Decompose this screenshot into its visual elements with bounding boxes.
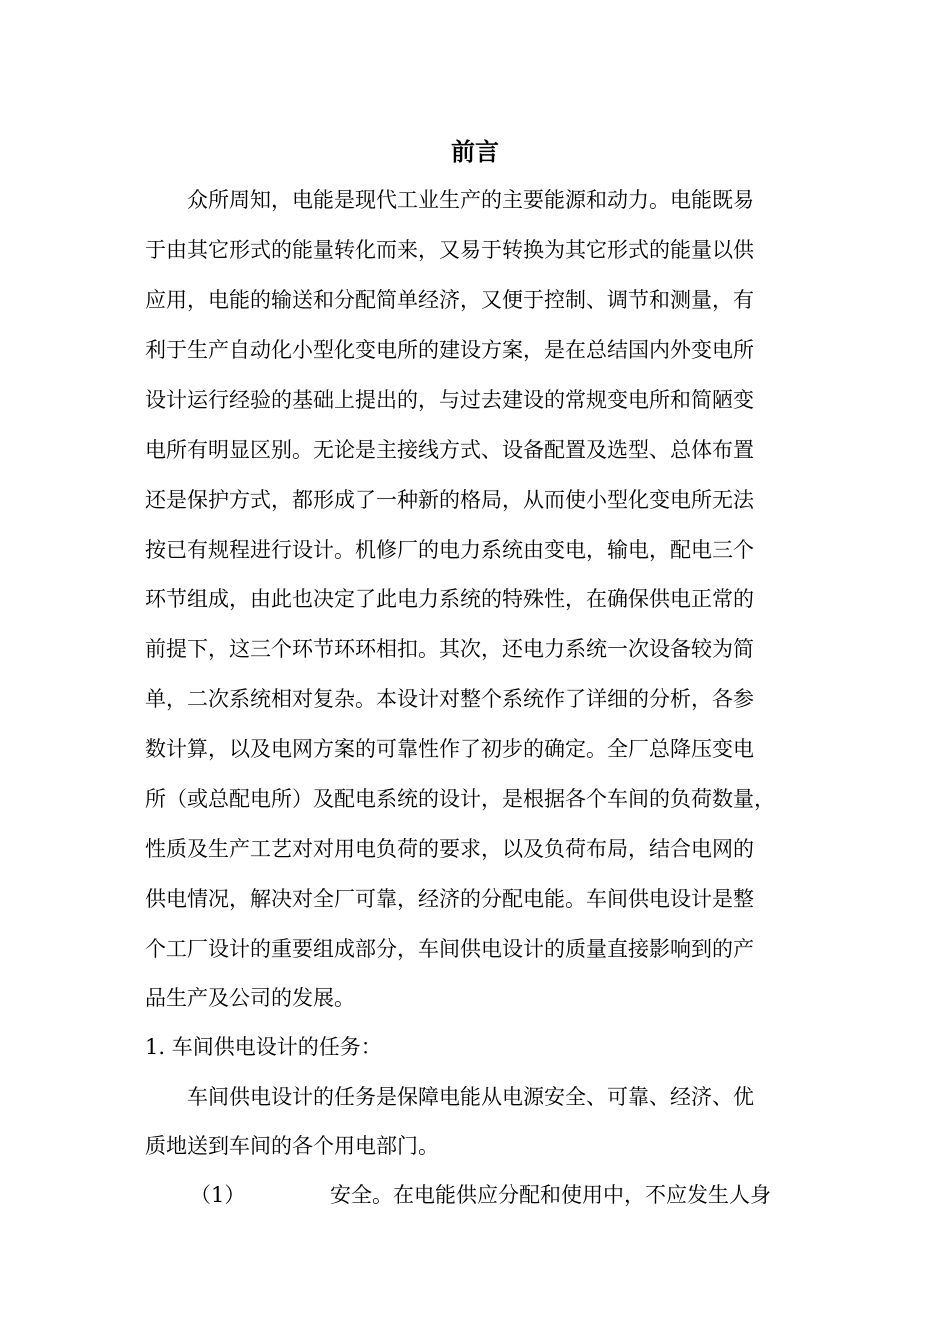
paragraph-line: 数计算，以及电网方案的可靠性作了初步的确定。全厂总降压变电 bbox=[145, 737, 754, 761]
paragraph-line: 所（或总配电所）及配电系统的设计，是根据各个车间的负荷数量， bbox=[145, 787, 775, 811]
paragraph-line: 按已有规程进行设计。机修厂的电力系统由变电，输电，配电三个 bbox=[145, 538, 754, 562]
paragraph-line: 个工厂设计的重要组成部分，车间供电设计的质量直接影响到的产 bbox=[145, 937, 754, 961]
paragraph-line: 车间供电设计的任务是保障电能从电源安全、可靠、经济、优 bbox=[145, 1085, 754, 1109]
paragraph-line: 单，二次系统相对复杂。本设计对整个系统作了详细的分析，各参 bbox=[145, 687, 754, 711]
paragraph-line: 利于生产自动化小型化变电所的建设方案，是在总结国内外变电所 bbox=[145, 338, 754, 362]
paragraph-line: 环节组成，由此也决定了此电力系统的特殊性，在确保供电正常的 bbox=[145, 587, 754, 611]
paragraph-line: 众所周知，电能是现代工业生产的主要能源和动力。电能既易 bbox=[145, 188, 754, 212]
paragraph-line: 供电情况，解决对全厂可靠，经济的分配电能。车间供电设计是整 bbox=[145, 887, 754, 911]
paragraph-line: 品生产及公司的发展。 bbox=[145, 986, 355, 1010]
page-title: 前言 bbox=[451, 138, 499, 166]
list-item-text: 安全。在电能供应分配和使用中，不应发生人身 bbox=[330, 1183, 771, 1207]
section-heading: 1. 车间供电设计的任务： bbox=[145, 1035, 382, 1059]
paragraph-line: 应用，电能的输送和分配简单经济，又便于控制、调节和测量，有 bbox=[145, 288, 754, 312]
paragraph-line: 前提下，这三个环节环环相扣。其次，还电力系统一次设备较为简 bbox=[145, 637, 754, 661]
paragraph-line: 于由其它形式的能量转化而来，又易于转换为其它形式的能量以供 bbox=[145, 238, 754, 262]
paragraph-line: 性质及生产工艺对对用电负荷的要求，以及负荷布局，结合电网的 bbox=[145, 837, 754, 861]
paragraph-line: 设计运行经验的基础上提出的，与过去建设的常规变电所和简陋变 bbox=[145, 388, 754, 412]
list-item-number: （1） bbox=[190, 1183, 246, 1207]
paragraph-line: 质地送到车间的各个用电部门。 bbox=[145, 1134, 439, 1158]
paragraph-line: 电所有明显区别。无论是主接线方式、设备配置及选型、总体布置 bbox=[145, 438, 754, 462]
paragraph-line: 还是保护方式，都形成了一种新的格局，从而使小型化变电所无法 bbox=[145, 488, 754, 512]
